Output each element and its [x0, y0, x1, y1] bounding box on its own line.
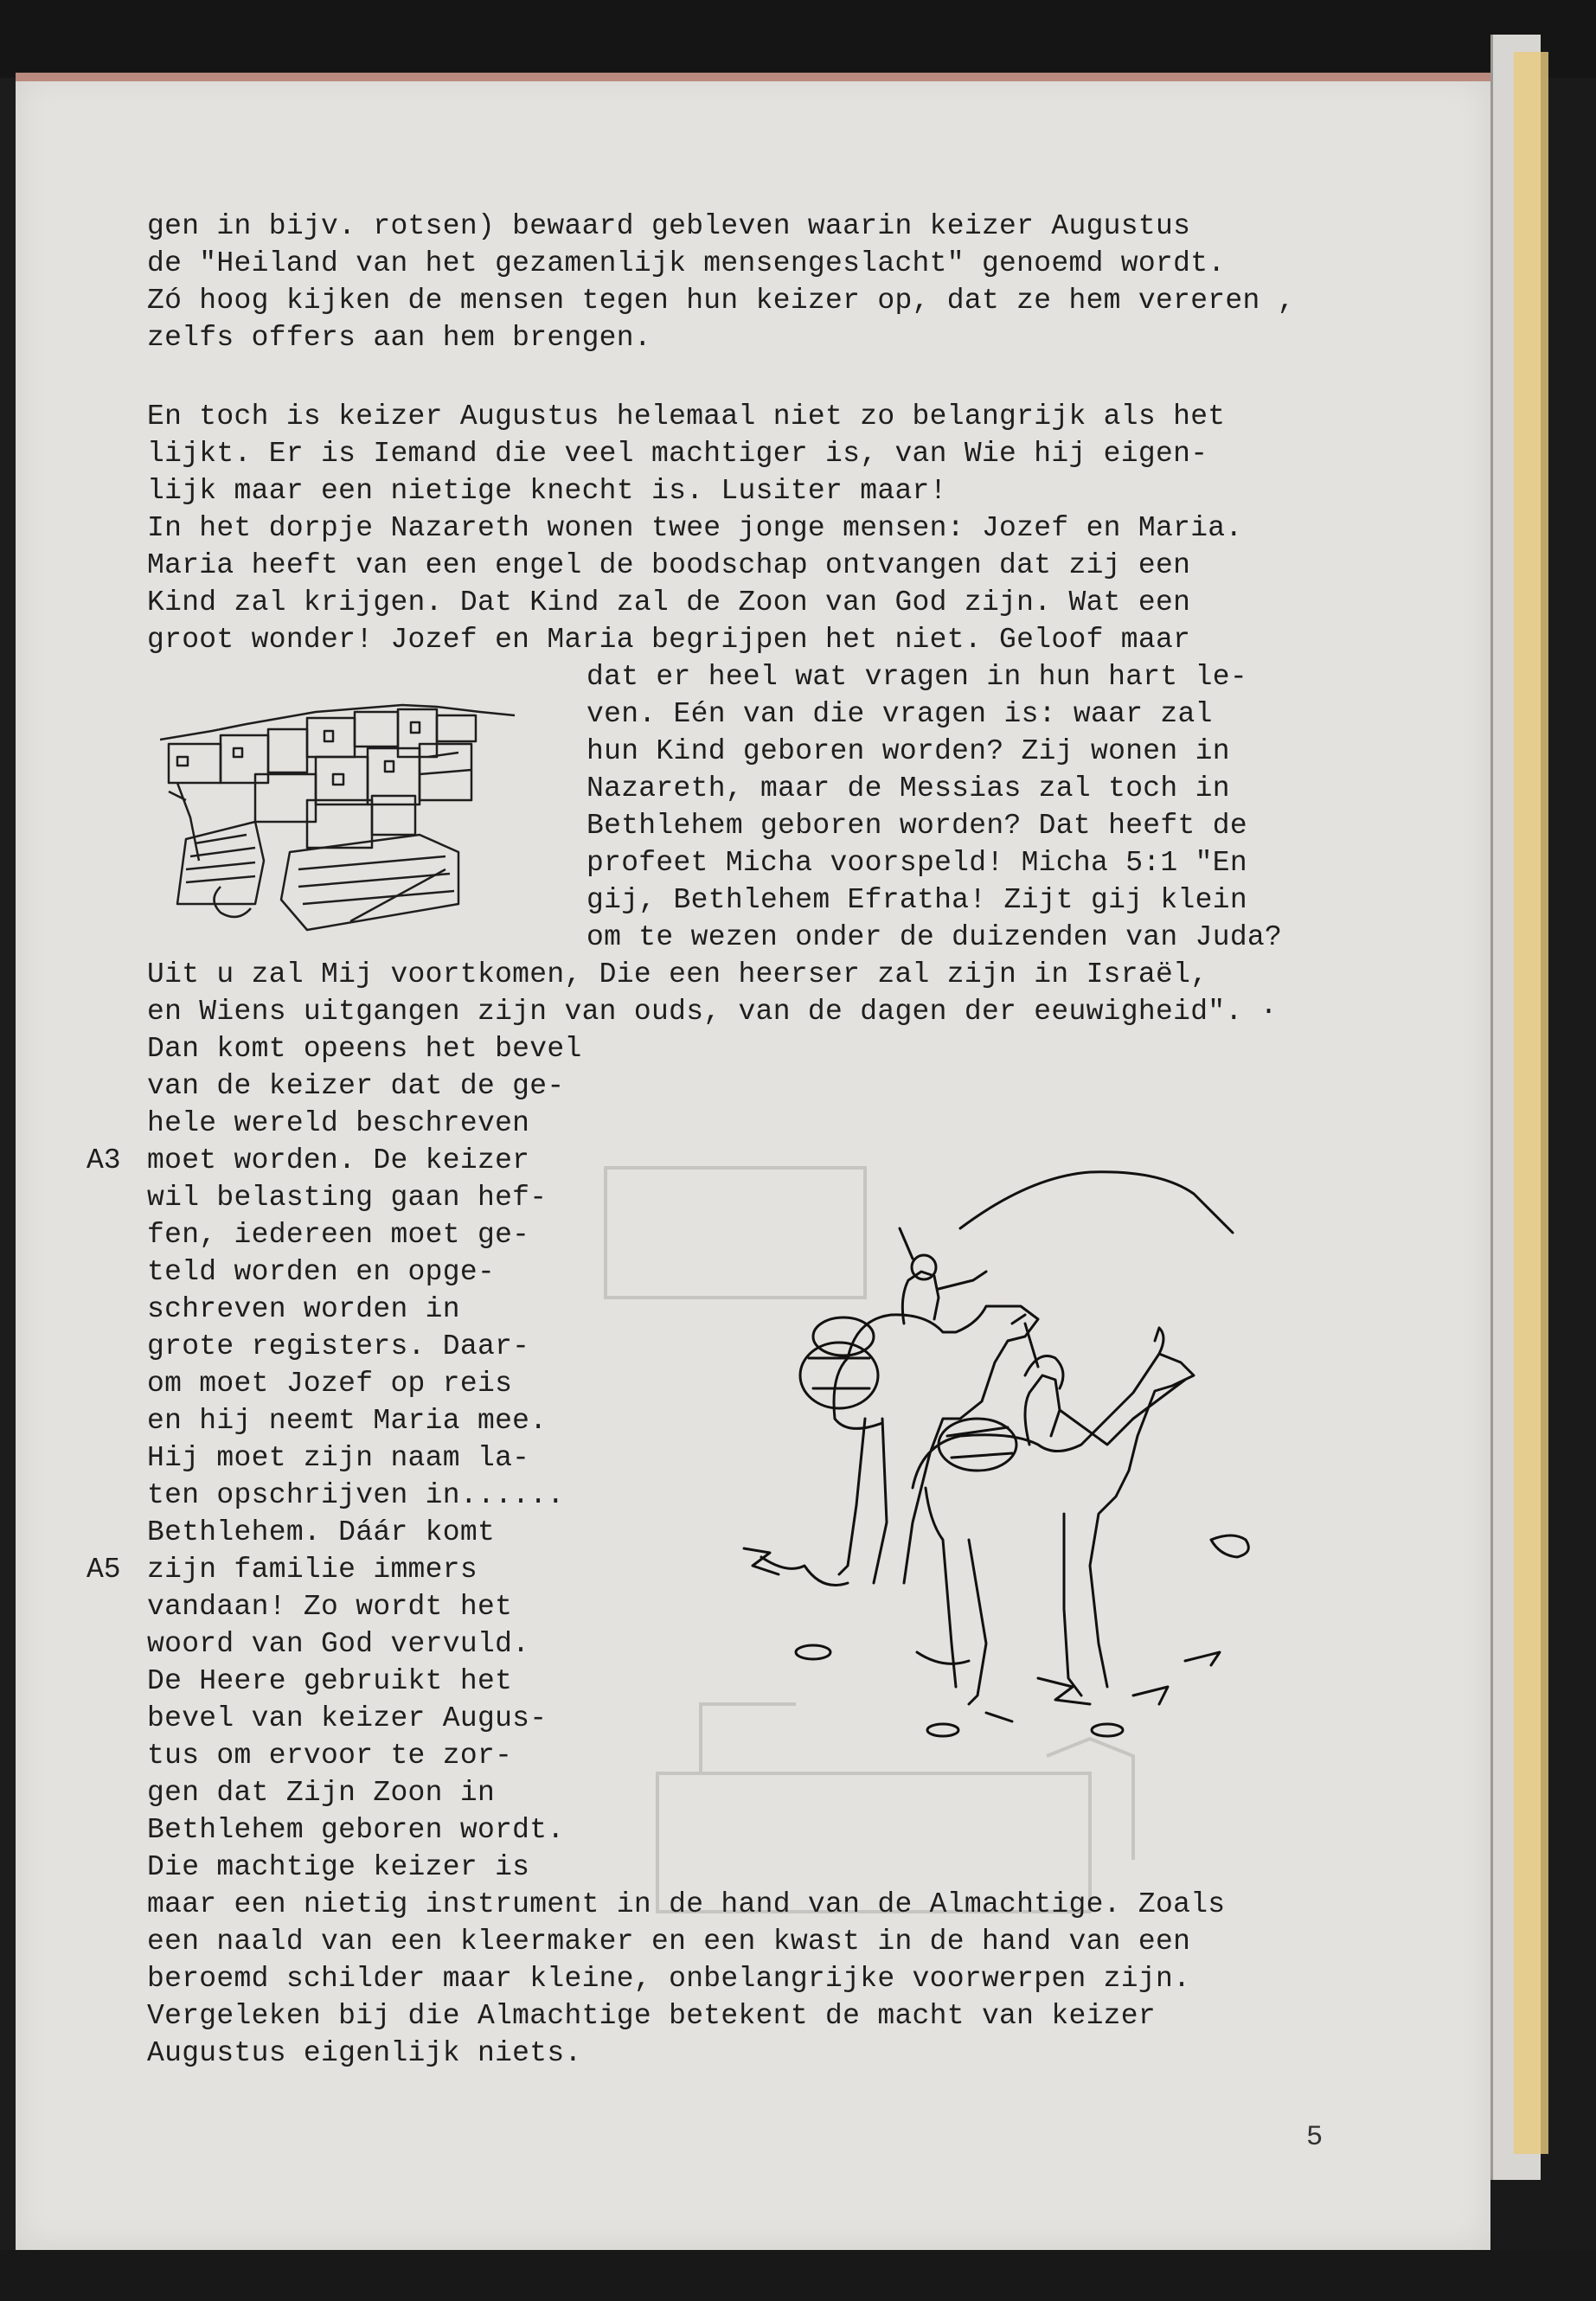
text-line: maar een nietig instrument in de hand van de Almachtige. Zoals [147, 1888, 1226, 1920]
text-line: bevel van keizer Augus- [147, 1702, 548, 1734]
text-line: Kind zal krijgen. Dat Kind zal de Zoon van God zijn. Wat een [147, 586, 1191, 619]
text-line: de "Heiland van het gezamenlijk mensengeslacht" genoemd wordt. [147, 247, 1226, 279]
page-number: 5 [1306, 2121, 1324, 2153]
text-line: lijkt. Er is Iemand die veel machtiger is, van Wie hij eigen- [147, 438, 1208, 470]
page-stack-edge-colored [1514, 52, 1548, 2154]
scan-background-bottom [0, 2250, 1596, 2301]
text-line: gen dat Zijn Zoon in [147, 1777, 496, 1809]
text-line: Uit u zal Mij voortkomen, Die een heerser zal zijn in Israël, [147, 958, 1208, 990]
camel-travelers-illustration [727, 1159, 1280, 1773]
scan-background-left [0, 0, 16, 2301]
village-illustration [160, 670, 532, 934]
text-line: dat er heel wat vragen in hun hart le- [586, 661, 1247, 693]
text-line: grote registers. Daar- [147, 1330, 530, 1362]
text-line: zelfs offers aan hem brengen. [147, 322, 651, 354]
text-line: zijn familie immers [147, 1554, 478, 1586]
scan-background-top [0, 0, 1596, 78]
text-line: Hij moet zijn naam la- [147, 1442, 530, 1474]
text-line: en hij neemt Maria mee. [147, 1405, 548, 1437]
text-line: van de keizer dat de ge- [147, 1070, 565, 1102]
text-line: Dan komt opeens het bevel [147, 1033, 582, 1065]
text-line: Augustus eigenlijk niets. [147, 2037, 582, 2069]
text-line: groot wonder! Jozef en Maria begrijpen het niet. Geloof maar [147, 624, 1191, 656]
text-line: Bethlehem. Dáár komt [147, 1516, 496, 1548]
text-line: Zó hoog kijken de mensen tegen hun keizer op, dat ze hem vereren , [147, 285, 1295, 317]
text-line: ten opschrijven in...... [147, 1479, 565, 1511]
text-line: ven. Eén van die vragen is: waar zal [586, 698, 1213, 730]
margin-note-a5: A5 [87, 1554, 121, 1586]
text-line: Bethlehem geboren worden? Dat heeft de [586, 810, 1247, 842]
text-line: om te wezen onder de duizenden van Juda? [586, 921, 1283, 953]
text-line: In het dorpje Nazareth wonen twee jonge mensen: Jozef en Maria. [147, 512, 1243, 544]
text-line: tus om ervoor te zor- [147, 1740, 513, 1772]
text-line: moet worden. De keizer [147, 1144, 530, 1176]
text-line: Maria heeft van een engel de boodschap ontvangen dat zij een [147, 549, 1191, 581]
text-line: Bethlehem geboren wordt. [147, 1814, 565, 1846]
text-line: Die machtige keizer is [147, 1851, 530, 1883]
margin-note-a3: A3 [87, 1144, 121, 1176]
text-line: teld worden en opge- [147, 1256, 496, 1288]
text-line: een naald van een kleermaker en een kwast in de hand van een [147, 1926, 1191, 1958]
text-line: hun Kind geboren worden? Zij wonen in [586, 735, 1230, 767]
text-line: schreven worden in [147, 1293, 460, 1325]
text-line: vandaan! Zo wordt het [147, 1591, 513, 1623]
text-line: woord van God vervuld. [147, 1628, 530, 1660]
text-line: En toch is keizer Augustus helemaal niet zo belangrijk als het [147, 401, 1226, 433]
text-line: en Wiens uitgangen zijn van ouds, van de dagen der eeuwigheid". · [147, 996, 1278, 1028]
text-line: hele wereld beschreven [147, 1107, 530, 1139]
text-line: lijk maar een nietige knecht is. Lusiter maar! [147, 475, 947, 507]
text-line: profeet Micha voorspeld! Micha 5:1 "En [586, 847, 1247, 879]
text-line: om moet Jozef op reis [147, 1368, 513, 1400]
text-line: fen, iedereen moet ge- [147, 1219, 530, 1251]
text-line: Vergeleken bij die Almachtige betekent de macht van keizer [147, 2000, 1156, 2032]
text-line: gen in bijv. rotsen) bewaard gebleven waarin keizer Augustus [147, 210, 1191, 242]
text-line: De Heere gebruikt het [147, 1665, 513, 1697]
page-top-edge [16, 73, 1490, 81]
text-line: gij, Bethlehem Efratha! Zijt gij klein [586, 884, 1247, 916]
text-line: beroemd schilder maar kleine, onbelangrijke voorwerpen zijn. [147, 1963, 1191, 1995]
text-line: Nazareth, maar de Messias zal toch in [586, 772, 1230, 804]
text-line: wil belasting gaan hef- [147, 1182, 548, 1214]
